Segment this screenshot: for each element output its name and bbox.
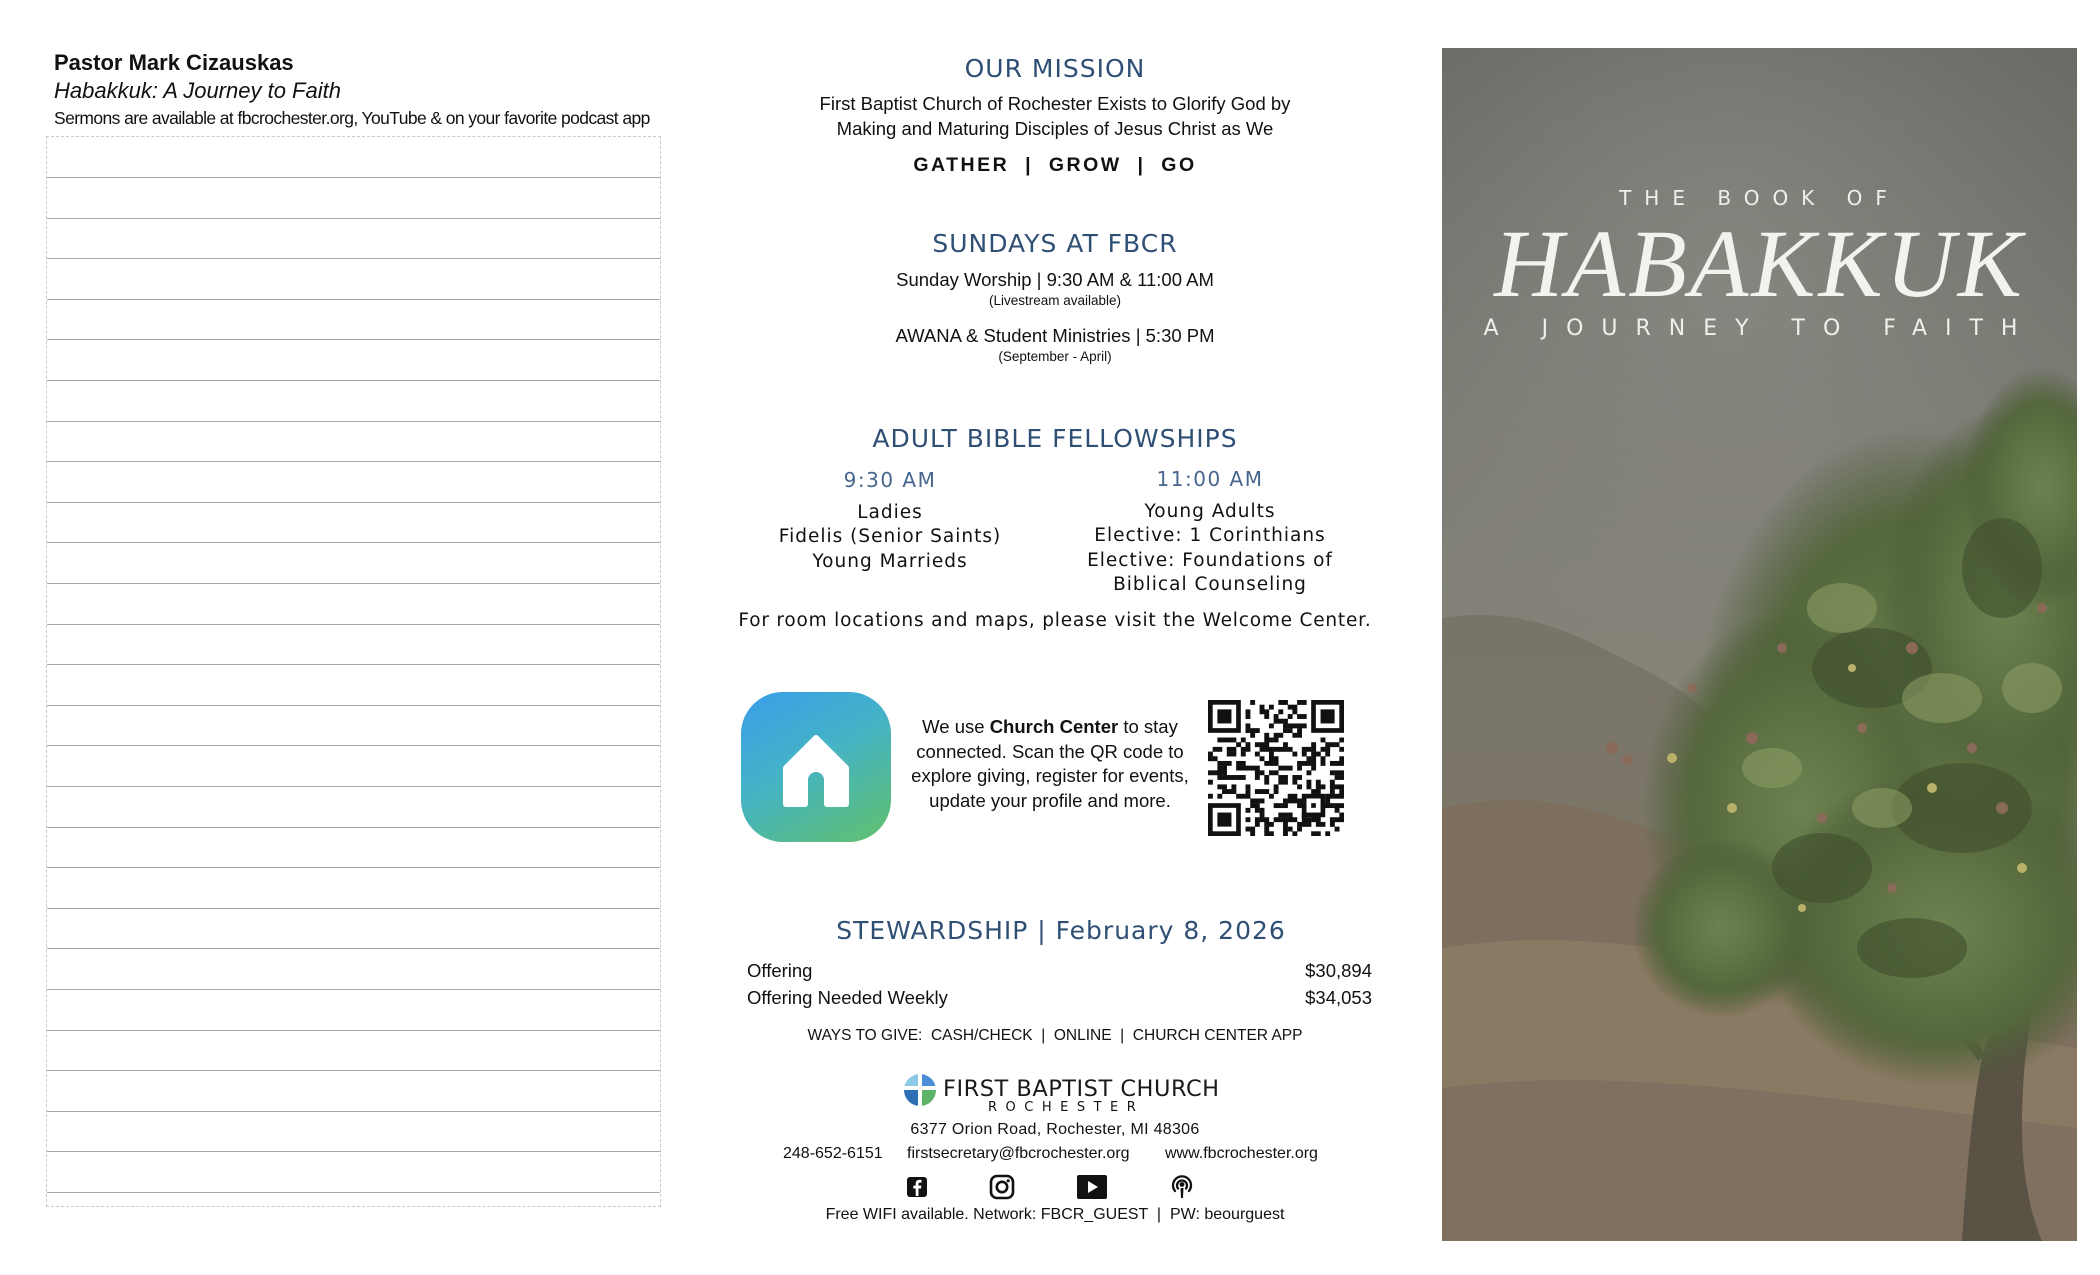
note-line <box>47 218 660 219</box>
cover-image <box>1442 48 2077 1241</box>
facebook-icon[interactable] <box>906 1176 928 1198</box>
mission-line-1: First Baptist Church of Rochester Exists to Glorify God by <box>819 93 1291 114</box>
note-line <box>47 908 660 909</box>
abf-class: Biblical Counseling <box>1113 574 1307 595</box>
note-line <box>47 867 660 868</box>
offering-value: $30,894 <box>1305 960 1372 981</box>
note-line <box>47 827 660 828</box>
church-email[interactable]: firstsecretary@fbcrochester.org <box>907 1145 1130 1162</box>
note-line <box>47 421 660 422</box>
cover-eyebrow: THE BOOK OF <box>1619 186 1900 210</box>
note-line <box>47 502 660 503</box>
home-icon <box>741 692 891 842</box>
note-line <box>47 1111 660 1112</box>
note-line <box>47 299 660 300</box>
note-line <box>47 624 660 625</box>
church-center-description: We use Church Center to stay connected. Scan the QR code to explore giving, register for events, update your profile and more. <box>911 716 1189 811</box>
welcome-center-note: For room locations and maps, please visit the Welcome Center. <box>738 610 1372 631</box>
livestream-note: (Livestream available) <box>988 293 1122 308</box>
note-line <box>47 177 660 178</box>
abf-class: Elective: 1 Corinthians <box>1094 525 1326 546</box>
wifi-info: Free WIFI available. Network: FBCR_GUEST | PW: beourguest <box>825 1206 1285 1223</box>
offering-label: Offering <box>747 960 813 981</box>
instagram-icon[interactable] <box>989 1174 1015 1200</box>
note-line <box>47 989 660 990</box>
abf-1100-time: 11:00 AM <box>1156 467 1264 491</box>
ways-to-give: WAYS TO GIVE: CASH/CHECK | ONLINE | CHURCH CENTER APP <box>807 1027 1303 1044</box>
sundays-heading: SUNDAYS AT FBCR <box>932 229 1178 258</box>
offering-needed-value: $34,053 <box>1305 987 1372 1008</box>
pastor-name: Pastor Mark Cizauskas <box>54 50 294 75</box>
cover-subtitle: A JOURNEY TO FAITH <box>1483 316 2036 341</box>
sermon-notes-area[interactable] <box>46 136 661 1207</box>
note-line <box>47 948 660 949</box>
church-website[interactable]: www.fbcrochester.org <box>1165 1145 1318 1162</box>
abf-class: Elective: Foundations of <box>1087 549 1333 571</box>
youtube-icon[interactable] <box>1077 1175 1107 1199</box>
note-line <box>47 583 660 584</box>
church-center-name: Church Center <box>989 716 1119 737</box>
cover-title: HABAKKUK <box>1494 210 2025 317</box>
sermon-availability-note: Sermons are available at fbcrochester.org, YouTube & on your favorite podcast app <box>54 108 650 128</box>
note-line <box>47 339 660 340</box>
church-city: ROCHESTER <box>988 1100 1145 1115</box>
note-line <box>47 745 660 746</box>
note-line <box>47 1192 660 1193</box>
note-line <box>47 1151 660 1152</box>
note-line <box>47 1030 660 1031</box>
church-address: 6377 Orion Road, Rochester, MI 48306 <box>910 1121 1200 1138</box>
note-line <box>47 258 660 259</box>
church-logo-icon <box>903 1073 937 1107</box>
mission-tagline: GATHER | GROW | GO <box>913 154 1197 176</box>
stewardship-heading: STEWARDSHIP | February 8, 2026 <box>836 916 1286 945</box>
sunday-worship-time: Sunday Worship | 9:30 AM & 11:00 AM <box>896 269 1214 290</box>
sermon-series-title: Habakkuk: A Journey to Faith <box>54 78 341 103</box>
abf-1100-column <box>1080 467 1340 598</box>
offering-row <box>747 960 1372 982</box>
podcast-icon[interactable] <box>1170 1174 1194 1200</box>
mission-heading: OUR MISSION <box>964 54 1146 83</box>
note-line <box>47 705 660 706</box>
church-phone[interactable]: 248-652-6151 <box>783 1145 883 1162</box>
mission-statement <box>725 92 1385 141</box>
qr-code[interactable] <box>1208 700 1344 836</box>
abf-class: Ladies <box>857 501 923 523</box>
note-line <box>47 380 660 381</box>
church-name: FIRST BAPTIST CHURCH <box>943 1076 1220 1102</box>
offering-needed-row <box>747 987 1372 1009</box>
note-line <box>47 786 660 787</box>
abf-930-column <box>765 468 1015 574</box>
abf-class: Young Marrieds <box>812 550 968 572</box>
abf-class: Young Adults <box>1144 500 1276 522</box>
awana-season-note: (September - April) <box>998 349 1112 364</box>
abf-class: Fidelis (Senior Saints) <box>778 526 1002 547</box>
note-line <box>47 1070 660 1071</box>
note-line <box>47 542 660 543</box>
note-line <box>47 664 660 665</box>
church-center-app-icon[interactable] <box>741 692 891 842</box>
abf-heading: ADULT BIBLE FELLOWSHIPS <box>872 424 1238 453</box>
note-line <box>47 461 660 462</box>
mission-line-2: Making and Maturing Disciples of Jesus Christ as We <box>836 117 1274 139</box>
abf-930-time: 9:30 AM <box>843 468 937 492</box>
awana-time: AWANA & Student Ministries | 5:30 PM <box>895 325 1215 346</box>
offering-needed-label: Offering Needed Weekly <box>747 987 948 1008</box>
